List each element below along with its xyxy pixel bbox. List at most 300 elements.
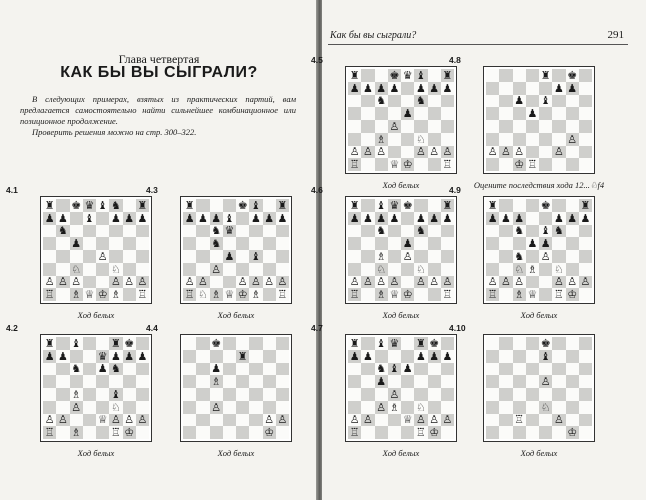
board-square: [348, 363, 361, 376]
white-pawn-icon: ♙: [349, 275, 360, 289]
board-square: [513, 337, 526, 350]
board-square: [96, 237, 109, 250]
board-square: [539, 363, 552, 376]
white-pawn-icon: ♙: [57, 413, 68, 427]
white-pawn-icon: ♙: [442, 413, 453, 427]
white-pawn-icon: ♙: [137, 275, 148, 289]
black-pawn-icon: ♟: [197, 211, 208, 225]
board-square: [263, 350, 276, 363]
board-square: [499, 263, 512, 276]
white-pawn-icon: ♙: [389, 275, 400, 289]
page-number: 291: [607, 29, 624, 41]
white-king-icon: ♔: [429, 426, 440, 440]
black-pawn-icon: ♟: [415, 349, 426, 363]
board-square: [486, 69, 499, 82]
board-square: [499, 237, 512, 250]
header-rule: [328, 44, 628, 45]
white-queen-icon: ♕: [224, 288, 235, 302]
white-pawn-icon: ♙: [362, 275, 373, 289]
chess-diagram: [483, 196, 595, 304]
diagram-number: 4.10: [449, 323, 466, 333]
black-pawn-icon: ♟: [110, 349, 121, 363]
black-bishop-icon: ♝: [540, 349, 551, 363]
white-pawn-icon: ♙: [415, 145, 426, 159]
board-square: [123, 401, 136, 414]
white-pawn-icon: ♙: [553, 413, 564, 427]
black-pawn-icon: ♟: [442, 81, 453, 95]
board-square: [183, 237, 196, 250]
white-pawn-icon: ♙: [500, 145, 511, 159]
black-knight-icon: ♞: [211, 224, 222, 238]
black-pawn-icon: ♟: [553, 81, 564, 95]
board-square: [70, 414, 83, 427]
board-square: [401, 426, 414, 439]
board-square: [579, 288, 592, 301]
board-square: [486, 414, 499, 427]
board-square: [486, 107, 499, 120]
white-pawn-icon: ♙: [402, 249, 413, 263]
board-square: [83, 276, 96, 289]
board-square: [136, 225, 149, 238]
board-square: [196, 426, 209, 439]
board-square: [263, 375, 276, 388]
black-rook-icon: ♜: [44, 198, 55, 212]
board-square: [552, 199, 565, 212]
board-square: [428, 388, 441, 401]
board-square: [388, 146, 401, 159]
board-square: [196, 363, 209, 376]
white-rook-icon: ♖: [184, 288, 195, 302]
white-pawn-icon: ♙: [124, 275, 135, 289]
white-pawn-icon: ♙: [110, 275, 121, 289]
black-queen-icon: ♛: [402, 68, 413, 82]
board-square: [236, 250, 249, 263]
board-square: [276, 225, 289, 238]
white-queen-icon: ♕: [389, 158, 400, 172]
board-square: [196, 375, 209, 388]
board-square: [499, 69, 512, 82]
board-square: [566, 401, 579, 414]
board-square: [579, 388, 592, 401]
board-square: [56, 375, 69, 388]
white-knight-icon: ♘: [197, 288, 208, 302]
board-square: [96, 212, 109, 225]
board-square: [441, 337, 454, 350]
board-square: [70, 350, 83, 363]
white-bishop-icon: ♗: [110, 288, 121, 302]
board-square: [183, 225, 196, 238]
board-square: [401, 225, 414, 238]
board-square: [388, 426, 401, 439]
black-king-icon: ♚: [540, 336, 551, 350]
black-pawn-icon: ♟: [514, 94, 525, 108]
board-square: [499, 363, 512, 376]
board-square: [183, 350, 196, 363]
board-square: [539, 414, 552, 427]
board-square: [539, 388, 552, 401]
black-knight-icon: ♞: [415, 224, 426, 238]
board-square: [56, 288, 69, 301]
board-square: [499, 414, 512, 427]
white-rook-icon: ♖: [44, 288, 55, 302]
board-square: [486, 225, 499, 238]
black-king-icon: ♚: [402, 198, 413, 212]
board-square: [486, 263, 499, 276]
board-square: [566, 146, 579, 159]
board-square: [526, 225, 539, 238]
board-square: [526, 276, 539, 289]
white-bishop-icon: ♗: [376, 132, 387, 146]
chess-board: [486, 69, 592, 171]
board-square: [428, 107, 441, 120]
board-square: [526, 375, 539, 388]
black-pawn-icon: ♟: [211, 211, 222, 225]
board-square: [441, 225, 454, 238]
board-square: [401, 82, 414, 95]
board-square: [56, 388, 69, 401]
board-square: [579, 95, 592, 108]
board-square: [486, 158, 499, 171]
black-knight-icon: ♞: [110, 198, 121, 212]
white-pawn-icon: ♙: [567, 132, 578, 146]
black-bishop-icon: ♝: [376, 336, 387, 350]
board-square: [486, 95, 499, 108]
board-square: [210, 414, 223, 427]
chess-board: [43, 199, 149, 301]
board-square: [210, 350, 223, 363]
board-square: [276, 388, 289, 401]
board-square: [566, 363, 579, 376]
chess-board: [486, 337, 592, 439]
board-square: [183, 388, 196, 401]
board-square: [263, 363, 276, 376]
board-square: [83, 237, 96, 250]
board-square: [552, 388, 565, 401]
board-square: [276, 337, 289, 350]
diagram-number: 4.8: [449, 55, 461, 65]
board-square: [96, 388, 109, 401]
white-pawn-icon: ♙: [277, 413, 288, 427]
board-square: [486, 237, 499, 250]
board-square: [183, 401, 196, 414]
intro-paragraph: В следующих примерах, взятых из практических партий, вам предлагается самостоятельно найти сильнейшее комбинационное или позиционное продолжение.: [20, 94, 296, 126]
chess-diagram: [40, 334, 152, 442]
board-square: [566, 199, 579, 212]
board-square: [552, 375, 565, 388]
board-square: [263, 199, 276, 212]
board-square: [236, 337, 249, 350]
black-pawn-icon: ♟: [124, 349, 135, 363]
board-square: [276, 426, 289, 439]
white-pawn-icon: ♙: [580, 275, 591, 289]
board-square: [428, 133, 441, 146]
board-square: [552, 158, 565, 171]
board-square: [552, 401, 565, 414]
board-square: [579, 401, 592, 414]
board-square: [428, 401, 441, 414]
chess-diagram: [180, 196, 292, 304]
white-knight-icon: ♘: [514, 262, 525, 276]
white-knight-icon: ♘: [415, 262, 426, 276]
black-knight-icon: ♞: [415, 94, 426, 108]
black-pawn-icon: ♟: [402, 237, 413, 251]
board-square: [43, 388, 56, 401]
black-king-icon: ♚: [429, 336, 440, 350]
black-queen-icon: ♛: [97, 349, 108, 363]
board-square: [361, 199, 374, 212]
board-square: [539, 120, 552, 133]
chess-board: [183, 199, 289, 301]
board-square: [499, 158, 512, 171]
black-rook-icon: ♜: [44, 336, 55, 350]
board-square: [579, 350, 592, 363]
board-square: [96, 263, 109, 276]
board-square: [539, 82, 552, 95]
white-rook-icon: ♖: [44, 426, 55, 440]
board-square: [123, 388, 136, 401]
black-rook-icon: ♜: [540, 68, 551, 82]
board-square: [579, 237, 592, 250]
black-pawn-icon: ♟: [250, 211, 261, 225]
white-bishop-icon: ♗: [250, 288, 261, 302]
board-square: [136, 363, 149, 376]
board-square: [401, 95, 414, 108]
board-square: [499, 133, 512, 146]
board-square: [96, 337, 109, 350]
board-square: [183, 414, 196, 427]
white-pawn-icon: ♙: [110, 413, 121, 427]
board-square: [236, 414, 249, 427]
board-square: [566, 120, 579, 133]
board-square: [263, 237, 276, 250]
white-pawn-icon: ♙: [429, 275, 440, 289]
black-pawn-icon: ♟: [429, 349, 440, 363]
board-square: [388, 225, 401, 238]
board-square: [566, 414, 579, 427]
white-rook-icon: ♖: [553, 288, 564, 302]
board-square: [566, 263, 579, 276]
board-square: [43, 363, 56, 376]
board-square: [499, 95, 512, 108]
board-square: [526, 95, 539, 108]
white-queen-icon: ♕: [389, 288, 400, 302]
diagram-caption: Ход белых: [520, 310, 558, 320]
board-square: [441, 388, 454, 401]
board-square: [526, 388, 539, 401]
board-square: [56, 263, 69, 276]
board-square: [348, 263, 361, 276]
white-rook-icon: ♖: [415, 426, 426, 440]
black-pawn-icon: ♟: [277, 211, 288, 225]
board-square: [401, 337, 414, 350]
board-square: [513, 426, 526, 439]
board-square: [486, 350, 499, 363]
board-square: [579, 133, 592, 146]
white-knight-icon: ♘: [415, 132, 426, 146]
white-rook-icon: ♖: [110, 426, 121, 440]
black-pawn-icon: ♟: [211, 362, 222, 376]
black-pawn-icon: ♟: [487, 211, 498, 225]
board-square: [552, 120, 565, 133]
white-rook-icon: ♖: [442, 288, 453, 302]
white-bishop-icon: ♗: [376, 249, 387, 263]
diagram-caption: Ход белых: [217, 310, 255, 320]
board-square: [566, 158, 579, 171]
board-square: [526, 82, 539, 95]
board-square: [123, 225, 136, 238]
board-square: [539, 146, 552, 159]
board-square: [579, 263, 592, 276]
black-pawn-icon: ♟: [110, 211, 121, 225]
board-square: [401, 146, 414, 159]
black-pawn-icon: ♟: [376, 375, 387, 389]
board-square: [83, 426, 96, 439]
board-square: [196, 337, 209, 350]
white-pawn-icon: ♙: [429, 145, 440, 159]
diagram-caption: Ход белых: [382, 310, 420, 320]
board-square: [428, 120, 441, 133]
black-rook-icon: ♜: [237, 349, 248, 363]
board-square: [414, 288, 427, 301]
board-square: [210, 426, 223, 439]
board-square: [375, 158, 388, 171]
black-rook-icon: ♜: [349, 68, 360, 82]
board-square: [566, 225, 579, 238]
board-square: [526, 414, 539, 427]
chess-diagram: [40, 196, 152, 304]
white-bishop-icon: ♗: [71, 288, 82, 302]
white-pawn-icon: ♙: [211, 262, 222, 276]
board-square: [223, 199, 236, 212]
black-knight-icon: ♞: [71, 362, 82, 376]
diagram-number: 4.7: [311, 323, 323, 333]
board-square: [486, 388, 499, 401]
board-square: [348, 120, 361, 133]
white-pawn-icon: ♙: [362, 145, 373, 159]
board-square: [223, 426, 236, 439]
board-square: [526, 146, 539, 159]
white-pawn-icon: ♙: [124, 413, 135, 427]
board-square: [539, 276, 552, 289]
black-knight-icon: ♞: [211, 237, 222, 251]
black-pawn-icon: ♟: [71, 237, 82, 251]
board-square: [441, 363, 454, 376]
black-pawn-icon: ♟: [567, 81, 578, 95]
board-square: [414, 158, 427, 171]
board-square: [499, 375, 512, 388]
chess-board: [348, 337, 454, 439]
board-square: [513, 82, 526, 95]
board-square: [499, 288, 512, 301]
black-bishop-icon: ♝: [224, 211, 235, 225]
board-square: [375, 414, 388, 427]
white-knight-icon: ♘: [110, 262, 121, 276]
board-square: [566, 375, 579, 388]
white-king-icon: ♔: [402, 288, 413, 302]
board-square: [109, 237, 122, 250]
board-square: [263, 263, 276, 276]
board-square: [499, 120, 512, 133]
board-square: [388, 350, 401, 363]
board-square: [539, 263, 552, 276]
board-square: [210, 199, 223, 212]
board-square: [263, 388, 276, 401]
board-square: [375, 69, 388, 82]
board-square: [579, 82, 592, 95]
board-square: [441, 107, 454, 120]
board-square: [83, 225, 96, 238]
board-square: [56, 199, 69, 212]
black-bishop-icon: ♝: [250, 198, 261, 212]
black-pawn-icon: ♟: [44, 211, 55, 225]
board-square: [552, 133, 565, 146]
board-square: [361, 225, 374, 238]
board-square: [123, 375, 136, 388]
board-square: [401, 388, 414, 401]
white-bishop-icon: ♗: [389, 400, 400, 414]
board-square: [579, 69, 592, 82]
board-square: [263, 337, 276, 350]
board-square: [441, 401, 454, 414]
board-square: [375, 237, 388, 250]
black-bishop-icon: ♝: [415, 68, 426, 82]
white-pawn-icon: ♙: [442, 275, 453, 289]
board-square: [109, 375, 122, 388]
black-bishop-icon: ♝: [110, 387, 121, 401]
white-knight-icon: ♘: [415, 400, 426, 414]
board-square: [249, 388, 262, 401]
white-pawn-icon: ♙: [197, 275, 208, 289]
chess-board: [348, 199, 454, 301]
board-square: [249, 375, 262, 388]
board-square: [348, 388, 361, 401]
board-square: [513, 107, 526, 120]
chapter-label: Глава четвертая: [118, 52, 200, 66]
white-bishop-icon: ♗: [527, 262, 538, 276]
board-square: [375, 107, 388, 120]
black-king-icon: ♚: [567, 68, 578, 82]
board-square: [375, 426, 388, 439]
board-square: [183, 363, 196, 376]
board-square: [249, 414, 262, 427]
board-square: [499, 401, 512, 414]
black-knight-icon: ♞: [514, 224, 525, 238]
black-pawn-icon: ♟: [224, 249, 235, 263]
board-square: [526, 250, 539, 263]
board-square: [196, 401, 209, 414]
board-square: [486, 363, 499, 376]
board-square: [361, 375, 374, 388]
diagram-number: 4.5: [311, 55, 323, 65]
board-square: [526, 350, 539, 363]
white-pawn-icon: ♙: [44, 413, 55, 427]
board-square: [428, 225, 441, 238]
white-king-icon: ♔: [514, 158, 525, 172]
board-square: [566, 350, 579, 363]
board-square: [361, 237, 374, 250]
board-square: [414, 120, 427, 133]
black-pawn-icon: ♟: [429, 81, 440, 95]
board-square: [183, 250, 196, 263]
board-square: [539, 133, 552, 146]
board-square: [123, 288, 136, 301]
board-square: [579, 225, 592, 238]
white-queen-icon: ♕: [527, 288, 538, 302]
white-pawn-icon: ♙: [349, 145, 360, 159]
board-square: [196, 250, 209, 263]
board-square: [136, 237, 149, 250]
board-square: [375, 388, 388, 401]
